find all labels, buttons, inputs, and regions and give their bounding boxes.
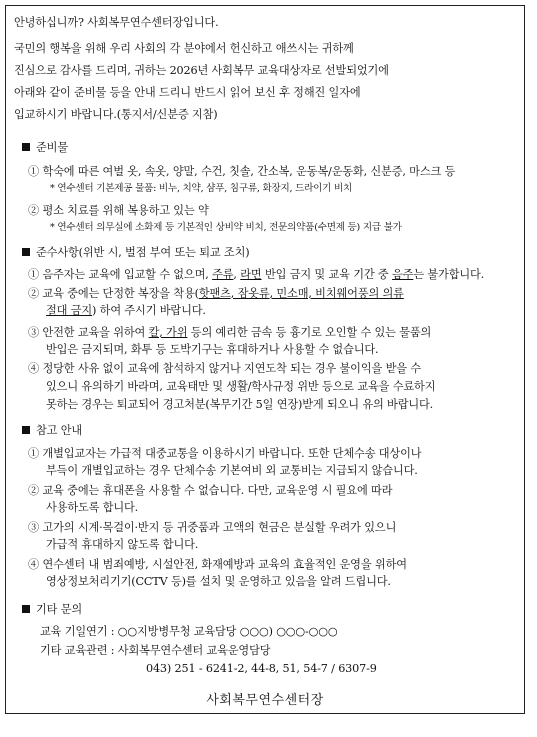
supplies-item-1: ① 학숙에 따른 여벌 옷, 속옷, 양말, 수건, 칫솔, 간소복, 운동복/운동화, 신분증, 마스크 등 [28, 165, 456, 178]
intro-line-2: 진심으로 감사를 드리며, 귀하는 2026년 사회복무 교육대상자로 선발되었기에 [14, 64, 389, 77]
rules-item-4-line-3: 못하는 경우는 퇴교되어 경고처분(복무기간 5일 연장)받게 되오니 유의 바랍니다. [46, 398, 434, 411]
bullet-square-icon [22, 143, 30, 151]
rules-item-2-cont [46, 304, 206, 318]
contact-postpone: 교육 기일연기 : ○○지방병무청 교육담당 ○○○) ○○○-○○○ [40, 625, 338, 638]
rules-item-3-cont: 반입은 금지되며, 화투 등 도박기구는 휴대하거나 사용할 수 없습니다. [46, 343, 379, 356]
rules-item-1-text-3: 는 불가합니다. [413, 268, 485, 281]
rules-item-1 [28, 268, 484, 282]
info-item-2-line-2: 사용하도록 합니다. [46, 501, 139, 514]
bullet-square-icon [22, 248, 30, 256]
info-item-3-line-1: ③ 고가의 시계·목걸이·반지 등 귀중품과 고액의 현금은 분실할 우려가 있으니 [28, 521, 397, 534]
rules-item-1-text: ① 음주자는 교육에 입교할 수 없으며, [28, 268, 213, 281]
signature-sender: 사회복무연수센터장 [206, 693, 324, 708]
section-contact-title: 기타 문의 [36, 603, 83, 616]
rules-item-1-sep: , [233, 268, 241, 281]
rules-item-1-alcohol: 주류 [212, 268, 234, 281]
contact-education: 기타 교육관련 : 사회복무연수센터 교육운영담당 [40, 644, 271, 657]
rules-item-3 [28, 326, 431, 340]
intro-line-4: 입교하시기 바랍니다.(통지서/신분증 지참) [14, 108, 218, 121]
section-contact-heading [22, 603, 82, 617]
section-info-title: 참고 안내 [36, 424, 83, 437]
rules-item-2-banned-clothes: 핫팬츠, 잠옷류, 민소매, 비치웨어풍의 의류 [198, 287, 404, 300]
info-item-2-line-1: ② 교육 중에는 휴대폰을 사용할 수 없습니다. 다만, 교육운영 시 필요에 따라 [28, 484, 393, 497]
rules-item-4-line-1: ④ 정당한 사유 없이 교육에 참석하지 않거나 지연도착 되는 경우 불이익을 받을 수 [28, 362, 421, 375]
rules-item-2-strictly-banned: 절대 금지 [46, 304, 93, 317]
notice-frame [5, 5, 525, 714]
section-supplies-title: 준비물 [36, 141, 68, 154]
rules-item-1-text-2: 반입 금지 및 교육 기간 중 [261, 268, 392, 281]
info-item-3-line-2: 가급적 휴대하지 않도록 합니다. [46, 538, 199, 551]
supplies-item-2: ② 평소 치료를 위해 복용하고 있는 약 [28, 204, 209, 217]
info-item-1-line-1: ① 개별입교자는 가급적 대중교통을 이용하시기 바랍니다. 또한 단체수송 대상이나 [28, 447, 422, 460]
rules-item-2-text-2: ) 하여 주시기 바랍니다. [92, 304, 206, 317]
info-item-1-line-2: 부득이 개별입교하는 경우 단체수송 기본여비 외 교통비는 지급되지 않습니다. [46, 464, 418, 477]
section-supplies-heading [22, 141, 68, 155]
rules-item-2-text: ② 교육 중에는 단정한 복장을 착용( [28, 287, 199, 300]
greeting: 안녕하십니까? 사회복무연수센터장입니다. [14, 16, 219, 29]
rules-item-1-ramen: 라면 [240, 268, 262, 281]
bullet-square-icon [22, 605, 30, 613]
section-info-heading [22, 424, 82, 438]
rules-item-3-text: ③ 안전한 교육을 위하여 [28, 326, 149, 339]
rules-item-4-line-2: 있으니 유의하기 바라며, 교육태만 및 생활/학사규정 위반 등으로 교육을 수료하지 [46, 380, 436, 393]
rules-item-3-text-2: 등의 예리한 금속 등 흉기로 오인할 수 있는 물품의 [187, 326, 432, 339]
supplies-item-2-note: * 연수센터 의무실에 소화제 등 기본적인 상비약 비치, 전문의약품(수면제 등) 지급 불가 [50, 222, 402, 233]
section-rules-heading [22, 246, 249, 260]
section-rules-title: 준수사항(위반 시, 벌점 부여 또는 퇴교 조치) [36, 246, 250, 259]
intro-line-3: 아래와 같이 준비물 등을 안내 드리니 반드시 읽어 보신 후 정해진 일자에 [14, 86, 361, 99]
rules-item-3-knife-scissors: 칼, 가위 [148, 326, 188, 339]
rules-item-2 [28, 287, 404, 301]
contact-phone: 043) 251 - 6241-2, 44-8, 51, 54-7 / 6307-9 [146, 662, 377, 675]
rules-item-1-drinking: 음주 [391, 268, 414, 281]
info-item-4-line-1: ④ 연수센터 내 범죄예방, 시설안전, 화재예방과 교육의 효율적인 운영을 위하여 [28, 558, 407, 571]
supplies-item-1-note: * 연수센터 기본제공 물품: 비누, 치약, 샴푸, 침구류, 화장지, 드라이기 비치 [50, 183, 353, 194]
info-item-4-line-2: 영상정보처리기기(CCTV 등)를 설치 및 운영하고 있음을 알려 드립니다. [46, 575, 391, 588]
bullet-square-icon [22, 426, 30, 434]
intro-line-1: 국민의 행복을 위해 우리 사회의 각 분야에서 헌신하고 애쓰시는 귀하께 [14, 42, 354, 55]
